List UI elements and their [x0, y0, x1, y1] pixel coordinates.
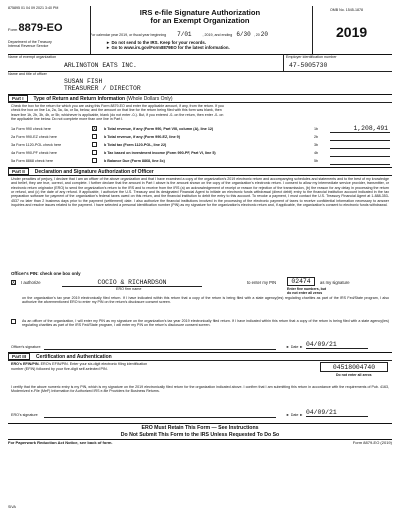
form-ref: Form 8879-EO (2019): [352, 440, 392, 445]
part1-intro: Check the box for the return for which you are using this Form 8879-EO and enter the applicable amount, if any, from the return. If you check the box on line 1a, 2a, 3a, 4a, or 5a, below, and the amount on that line for the return being filed with this form was blank, then leave line 1b, 2b, 3b, 4b, or 5b, whichever is applicable, blank (do not enter -0-). But, if you entered -0- on the return, then enter -0- on the applicable line below. Do not complete more than one line in Part I.: [11, 104, 224, 122]
efin-note: Do not enter all zeros: [336, 373, 372, 377]
instruction-latest-info: ► Go to www.irs.gov/Form8879EO for the latest information.: [106, 45, 230, 50]
self-sign-text: As an officer of the organization, I will enter my PIN as my signature on the organization's tax year 2019 electronically filed return. If I have indicated within this return that a copy of the return is being filed with a state agency(ies) regulating charities as part of the IRS Fed/State program, I will enter my PIN on the return's disclosure consent screen.: [22, 319, 389, 328]
form-number: 8879-EO: [18, 22, 63, 34]
officer-date[interactable]: 04/09/21: [306, 341, 368, 349]
officer-title: TREASURER / DIRECTOR: [64, 85, 141, 92]
officer-signature-label: Officer's signature: [11, 345, 41, 349]
form-990ez-checkbox[interactable]: [92, 134, 97, 139]
line-5: 5a Form 8868 check here b Balance Due (Form 8868, line 3c) 5b: [0, 157, 400, 165]
fiscal-end: 6/30: [236, 31, 251, 38]
form-label: Form 8879-EO: [8, 22, 63, 34]
page-code: SIVA: [8, 505, 16, 509]
ero-auth-text: on the organization's tax year 2019 electronically filed return. If I have indicated within this return that a copy of the return is being filed with a state agency(ies) regulating charities as part of the IRS Fed/State program, I also authorize the aforementioned ERO to enter my PIN on the return's disclosure consent screen.: [22, 296, 389, 305]
form-990pf-checkbox[interactable]: [92, 150, 97, 155]
ero-signature-line[interactable]: [44, 417, 276, 418]
ero-efin-pin-field[interactable]: 04518004740: [320, 362, 388, 372]
authorize-label: I authorize: [21, 280, 41, 285]
ero-signature-label: ERO's signature: [11, 413, 38, 417]
form-title: IRS e-file Signature Authorization for an Exempt Organization: [139, 8, 261, 26]
ero-firm-label: ERO firm name: [116, 287, 142, 291]
efin-label-2: number (EFIN) followed by your five-digit self-selected PIN.: [11, 367, 108, 371]
ero-date-label: ► Date ►: [286, 413, 304, 417]
officer-signature-line[interactable]: [44, 349, 276, 350]
self-sign-checkbox[interactable]: [11, 319, 16, 324]
ero-date[interactable]: 04/09/21: [306, 409, 368, 417]
pin-heading: Officer's PIN: check one box only: [11, 271, 81, 276]
form-8868-checkbox[interactable]: [92, 158, 97, 163]
agency-line1: Department of the Treasury: [8, 40, 52, 44]
efin-label-1: ERO's EFIN/PIN. ERO's EFIN/PIN. Enter your six-digit electronic filing identification: [11, 362, 148, 366]
certification-text: I certify that the above numeric entry is my PIN, which is my signature on the 2019 electronically filed return for the organization indicated above. I confirm that I am submitting this return in accordance with the requirements of Pub. 4163, Modernized e-File (MeF) Information for Authorized IRS e-file Providers for Business Returns.: [11, 385, 389, 394]
line-4: 4a Form 990-PF check here b Tax based on investment income (Form 990-PF, Part VI, line 5) 4b: [0, 149, 400, 157]
fiscal-begin: 7/01: [177, 31, 192, 38]
ein-value: 47-5005730: [289, 62, 328, 69]
pin-note2: do not enter all zeros: [287, 291, 323, 295]
line-1b-amount: 1,208,491: [353, 125, 388, 132]
pin-note1: Enter five numbers, but: [287, 287, 327, 291]
ero-firm-name[interactable]: COCIO & RICHARDSON: [62, 279, 202, 287]
as-signature-label: as my signature: [320, 280, 350, 285]
officer-date-label: ► Date ►: [286, 345, 304, 349]
tax-year-line: For calendar year 2019, or fiscal year beginning 7/01 , 2019, and ending 6/30 , 20 20: [90, 31, 268, 38]
agency-line2: Internal Revenue Service: [8, 44, 49, 48]
ein-label: Employer identification number: [286, 55, 337, 59]
print-stamp: 875895 01 04 09 2021 3:40 PM: [8, 6, 59, 10]
officer-name: SUSAN FISH: [64, 78, 103, 85]
line-1: 1a Form 990 check here X b Total revenue, if any (Form 990, Part VIII, column (A), line 12) 1b 1,208,491: [11, 125, 388, 132]
declaration-text: Under penalties of perjury, I declare that I am an officer of the above organization and that I have examined a copy of the organization's 2019 electronic return and accompanying schedules and statements and to the best of my knowledge and belief, they are true, correct, and complete. I further declare that the amount in Part I above is the amount shown on the copy of the organization's electronic return. I consent to allow my intermediate service provider, transmitter, or electronic return originator (ERO) to send the organization's return to the IRS and to receive from the IRS (a) an acknowledgement of receipt or reason for rejection of the transmission, (b) the reason for any delay in processing the return or refund, and (c) the date of any refund. If applicable, I authorize the U.S. Treasury and its designated Financial Agent to initiate an electronic funds withdrawal (direct debit) entry to the financial institution account indicated in the tax preparation software for payment of the organization's federal taxes owed on this return, and the financial institution to debit the entry to this account. To revoke a payment, I must contact the U.S. Treasury Financial Agent at 1-888-353-4537 no later than 2 business days prior to the payment (settlement) date. I also authorize the financial institutions involved in the processing of the electronic payment of taxes to receive confidential information necessary to answer inquiries and resolve issues related to the payment. I have selected a personal identification number (PIN) as my signature for the organization's electronic return and, if applicable, the organization's consent to electronic funds withdrawal.: [11, 177, 389, 208]
part2-heading: Part II Declaration and Signature Authorization of Officer: [8, 168, 154, 175]
officer-pin-field[interactable]: 02474: [287, 277, 315, 286]
must-retain-notice: ERO Must Retain This Form — See Instructions: [141, 425, 259, 431]
org-name: ARLINGTON EATS INC.: [64, 62, 137, 69]
enter-pin-label: to enter my PIN: [247, 280, 277, 285]
line-3: 3a Form 1120-POL check here b Total tax (Form 1120-POL, line 22) 3b: [0, 141, 400, 149]
do-not-submit-notice: Do Not Submit This Form to the IRS Unless Requested To Do So: [120, 432, 280, 438]
org-name-label: Name of exempt organization: [8, 55, 57, 59]
officer-label: Name and title of officer: [8, 72, 47, 76]
form-990-checkbox[interactable]: X: [93, 126, 97, 132]
instruction-do-not-send: ► Do not send to the IRS. Keep for your records.: [106, 40, 206, 45]
paperwork-notice: For Paperwork Reduction Act Notice, see back of form.: [8, 440, 113, 445]
ero-authorize-checkbox[interactable]: X: [12, 280, 16, 286]
part3-heading: Part III Certification and Authentication: [8, 353, 112, 360]
tax-year: 2019: [336, 24, 368, 40]
part1-heading: Part I Type of Return and Return Information (Whole Dollars Only): [8, 95, 173, 102]
line-2: 2a Form 990-EZ check here b Total revenue, if any (Form 990-EZ, line 9) 2b: [0, 133, 400, 141]
omb-number: OMB No. 1545-1878: [330, 8, 363, 12]
form-1120pol-checkbox[interactable]: [92, 142, 97, 147]
